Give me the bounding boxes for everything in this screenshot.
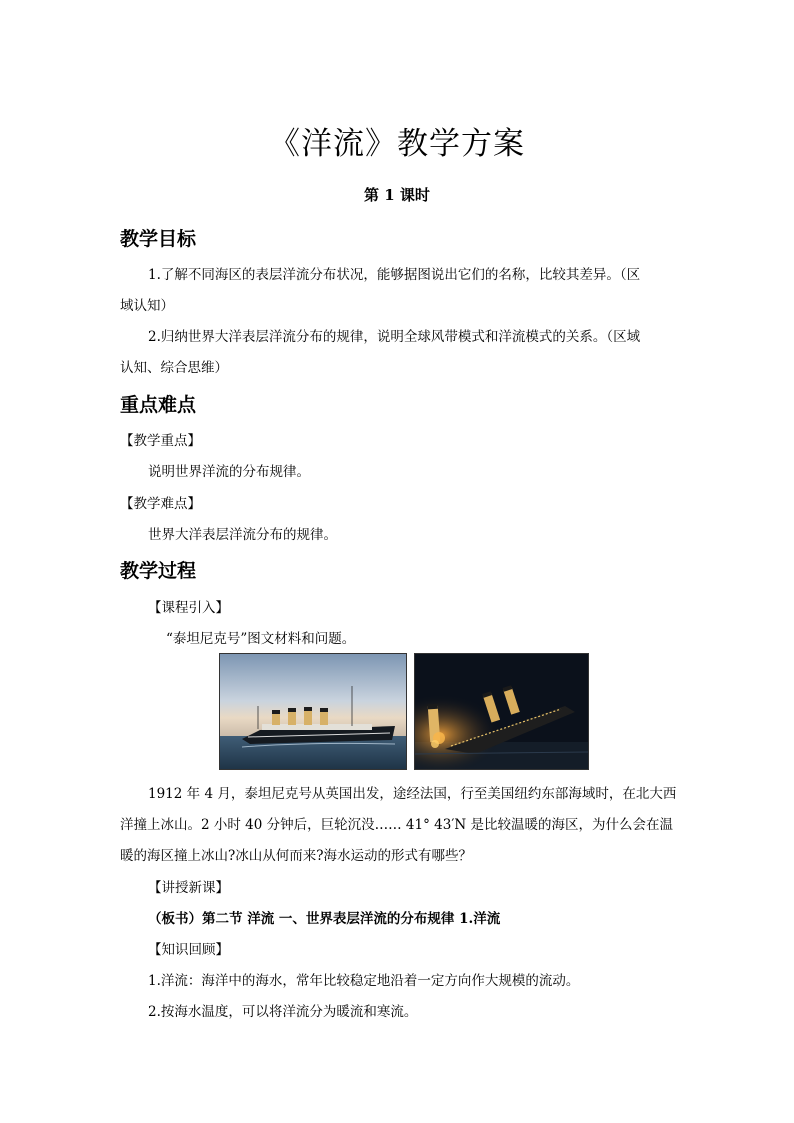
titanic-sailing-illustration bbox=[220, 654, 406, 769]
intro-text: “泰坦尼克号”图文材料和问题。 bbox=[166, 631, 356, 647]
heading-teaching-process: 教学过程 bbox=[120, 560, 197, 582]
page-title: 《洋流》教学方案 bbox=[269, 126, 525, 162]
focus-text: 说明世界洋流的分布规律。 bbox=[148, 464, 310, 480]
focus-label: 【教学重点】 bbox=[120, 433, 201, 449]
review-item-1: 1.洋流：海洋中的海水，常年比较稳定地沿着一定方向作大规模的流动。 bbox=[148, 973, 580, 989]
goal-1-line-2: 域认知） bbox=[120, 298, 174, 314]
story-line-2: 洋撞上冰山。2 小时 40 分钟后，巨轮沉没…… 41° 43′N 是比较温暖的海区，为什么会在温 bbox=[120, 817, 673, 833]
intro-label: 【课程引入】 bbox=[148, 600, 229, 616]
lesson-number: 第 1 课时 bbox=[364, 186, 430, 204]
new-lesson-label: 【讲授新课】 bbox=[148, 880, 229, 896]
goal-2-line-1: 2.归纳世界大洋表层洋流分布的规律，说明全球风带模式和洋流模式的关系。（区域 bbox=[148, 329, 641, 345]
review-item-2: 2.按海水温度，可以将洋流分为暖流和寒流。 bbox=[148, 1004, 418, 1020]
titanic-sailing-image bbox=[219, 653, 407, 770]
review-label: 【知识回顾】 bbox=[148, 942, 229, 958]
heading-teaching-goals: 教学目标 bbox=[120, 228, 197, 250]
story-line-3: 暖的海区撞上冰山?冰山从何而来?海水运动的形式有哪些？ bbox=[120, 848, 472, 864]
heading-key-points: 重点难点 bbox=[120, 394, 197, 416]
difficulty-label: 【教学难点】 bbox=[120, 496, 201, 512]
difficulty-text: 世界大洋表层洋流分布的规律。 bbox=[148, 527, 337, 543]
board-text: （板书）第二节 洋流 一、世界表层洋流的分布规律 1.洋流 bbox=[148, 911, 501, 927]
story-line-1: 1912 年 4 月，泰坦尼克号从英国出发，途经法国，行至美国纽约东部海域时，在北大西 bbox=[148, 786, 677, 802]
titanic-sinking-image bbox=[414, 653, 589, 770]
goal-1-line-1: 1.了解不同海区的表层洋流分布状况，能够据图说出它们的名称，比较其差异。（区 bbox=[148, 267, 641, 283]
titanic-sinking-illustration bbox=[415, 654, 588, 769]
goal-2-line-2: 认知、综合思维） bbox=[120, 360, 228, 376]
